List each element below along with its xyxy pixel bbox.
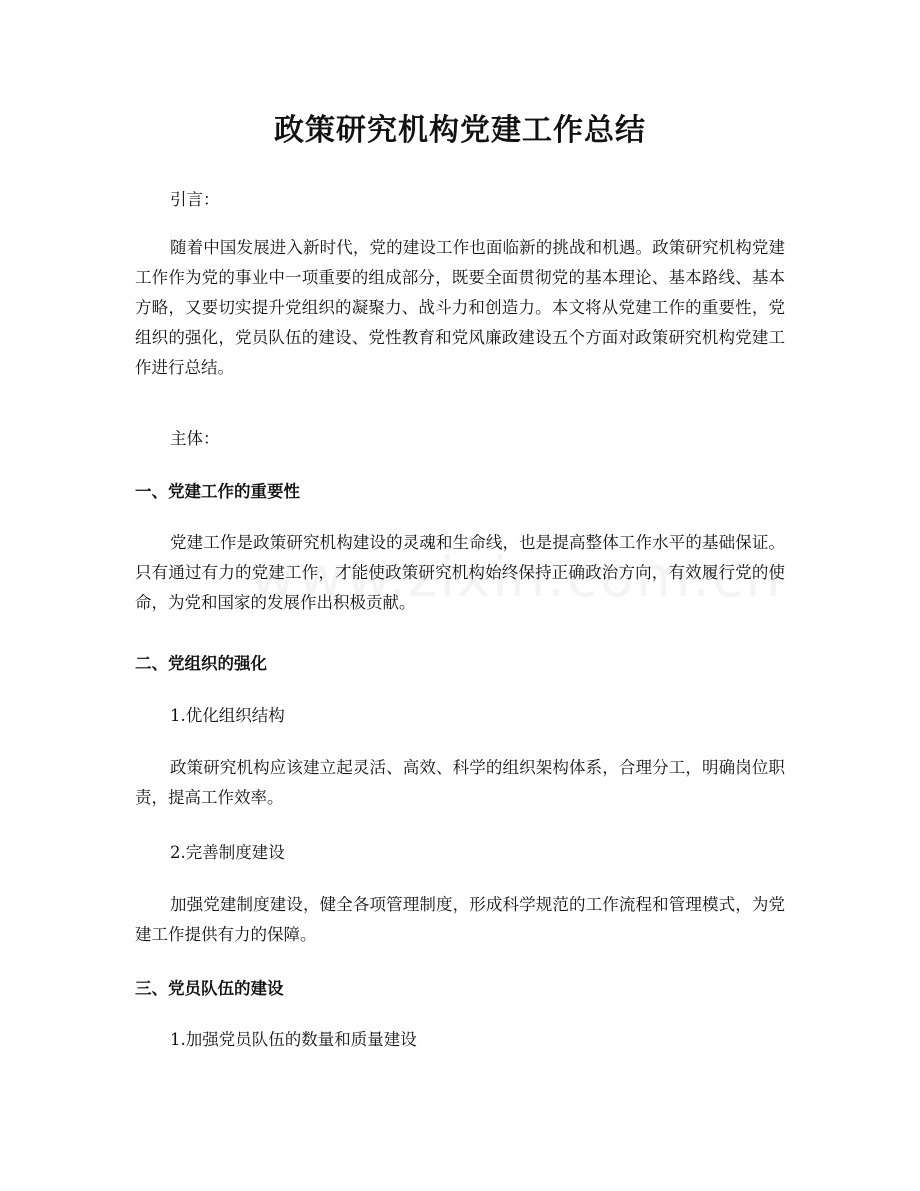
section-2-item-2-title: 2.完善制度建设 [170, 843, 285, 862]
section-1-paragraph: 党建工作是政策研究机构建设的灵魂和生命线，也是提高整体工作水平的基础保证。只有通过有力的党建工作，才能使政策研究机构始终保持正确政治方向，有效履行党的使命，为党和国家的发展作出积极贡献。 [135, 533, 785, 612]
section-1-heading: 一、党建工作的重要性 [135, 482, 300, 501]
section-2-item-1-title: 1.优化组织结构 [170, 706, 285, 725]
intro-paragraph: 随着中国发展进入新时代，党的建设工作也面临新的挑战和机遇。政策研究机构党建工作作为党的事业中一项重要的组成部分，既要全面贯彻党的基本理论、基本路线、基本方略，又要切实提升党组织的凝聚力、战斗力和创造力。本文将从党建工作的重要性，党组织的强化，党员队伍的建设、党性教育和党风廉政建设五个方面对政策研究机构党建工作进行总结。 [135, 238, 785, 377]
section-2-item-1-text: 政策研究机构应该建立起灵活、高效、科学的组织架构体系，合理分工，明确岗位职责，提高工作效率。 [135, 758, 785, 807]
body-label: 主体： [170, 429, 220, 448]
section-2-item-2-text: 加强党建制度建设，健全各项管理制度，形成科学规范的工作流程和管理模式，为党建工作提供有力的保障。 [135, 895, 785, 944]
intro-label: 引言： [170, 190, 220, 209]
section-2-heading: 二、党组织的强化 [135, 654, 267, 673]
section-3-heading: 三、党员队伍的建设 [135, 979, 284, 998]
page-title: 政策研究机构党建工作总结 [274, 113, 646, 148]
section-3-item-1-title: 1.加强党员队伍的数量和质量建设 [170, 1030, 417, 1049]
